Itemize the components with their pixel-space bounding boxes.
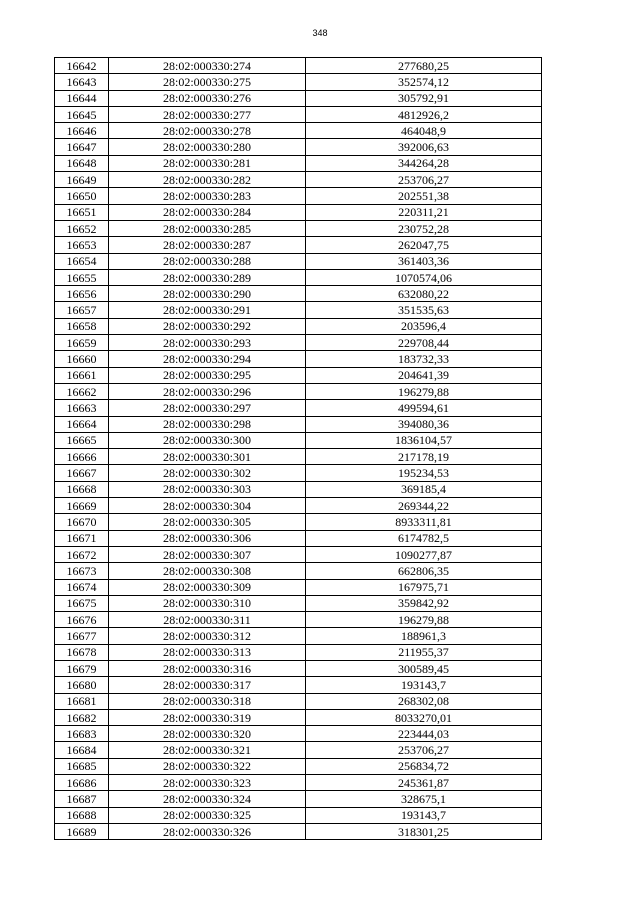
cadastral-number-cell: 28:02:000330:310 [109,595,306,611]
row-number-cell: 16671 [55,530,109,546]
cadastral-number-cell: 28:02:000330:287 [109,237,306,253]
table-row [55,416,542,432]
table-row [55,139,542,155]
cadastral-number-cell: 28:02:000330:323 [109,775,306,791]
cadastral-number-cell: 28:02:000330:278 [109,123,306,139]
row-number-cell: 16683 [55,726,109,742]
page-number: 348 [312,28,328,38]
row-number-cell: 16647 [55,139,109,155]
cadastral-number-cell: 28:02:000330:291 [109,302,306,318]
cadastral-number-cell: 28:02:000330:289 [109,269,306,285]
table-row [55,514,542,530]
row-number-cell: 16642 [55,58,109,74]
value-cell: 196279,88 [306,383,542,399]
cadastral-number-cell: 28:02:000330:285 [109,220,306,236]
table-row [55,530,542,546]
table-row [55,351,542,367]
cadastral-number-cell: 28:02:000330:325 [109,807,306,823]
row-number-cell: 16688 [55,807,109,823]
cadastral-number-cell: 28:02:000330:321 [109,742,306,758]
row-number-cell: 16686 [55,775,109,791]
value-cell: 351535,63 [306,302,542,318]
value-cell: 1070574,06 [306,269,542,285]
table-row [55,644,542,660]
table-row [55,758,542,774]
table-row [55,204,542,220]
row-number-cell: 16669 [55,498,109,514]
value-cell: 193143,7 [306,677,542,693]
cadastral-number-cell: 28:02:000330:303 [109,481,306,497]
row-number-cell: 16657 [55,302,109,318]
value-cell: 195234,53 [306,465,542,481]
table-body [55,58,542,840]
table-row [55,302,542,318]
row-number-cell: 16685 [55,758,109,774]
value-cell: 1090277,87 [306,546,542,562]
value-cell: 359842,92 [306,595,542,611]
table-row [55,237,542,253]
row-number-cell: 16658 [55,318,109,334]
table-row [55,660,542,676]
table-row [55,595,542,611]
row-number-cell: 16659 [55,335,109,351]
table-row [55,253,542,269]
row-number-cell: 16660 [55,351,109,367]
table-row [55,335,542,351]
row-number-cell: 16673 [55,563,109,579]
cadastral-number-cell: 28:02:000330:317 [109,677,306,693]
row-number-cell: 16674 [55,579,109,595]
table-row [55,367,542,383]
table-row [55,579,542,595]
cadastral-number-cell: 28:02:000330:284 [109,204,306,220]
table-row [55,106,542,122]
cadastral-number-cell: 28:02:000330:274 [109,58,306,74]
cadastral-number-cell: 28:02:000330:281 [109,155,306,171]
value-cell: 300589,45 [306,660,542,676]
value-cell: 277680,25 [306,58,542,74]
cadastral-number-cell: 28:02:000330:293 [109,335,306,351]
cadastral-number-cell: 28:02:000330:318 [109,693,306,709]
row-number-cell: 16675 [55,595,109,611]
cadastral-number-cell: 28:02:000330:326 [109,823,306,839]
cadastral-number-cell: 28:02:000330:288 [109,253,306,269]
value-cell: 203596,4 [306,318,542,334]
row-number-cell: 16664 [55,416,109,432]
table-row [55,465,542,481]
value-cell: 6174782,5 [306,530,542,546]
table-row [55,775,542,791]
row-number-cell: 16654 [55,253,109,269]
table-row [55,383,542,399]
table-row [55,220,542,236]
value-cell: 268302,08 [306,693,542,709]
table-row [55,693,542,709]
cadastral-number-cell: 28:02:000330:320 [109,726,306,742]
row-number-cell: 16681 [55,693,109,709]
value-cell: 167975,71 [306,579,542,595]
value-cell: 204641,39 [306,367,542,383]
table-row [55,400,542,416]
row-number-cell: 16661 [55,367,109,383]
row-number-cell: 16652 [55,220,109,236]
table-row [55,269,542,285]
row-number-cell: 16662 [55,383,109,399]
row-number-cell: 16679 [55,660,109,676]
table-row [55,123,542,139]
cadastral-number-cell: 28:02:000330:282 [109,172,306,188]
cadastral-number-cell: 28:02:000330:292 [109,318,306,334]
value-cell: 229708,44 [306,335,542,351]
row-number-cell: 16643 [55,74,109,90]
value-cell: 632080,22 [306,286,542,302]
value-cell: 262047,75 [306,237,542,253]
row-number-cell: 16689 [55,823,109,839]
row-number-cell: 16667 [55,465,109,481]
value-cell: 394080,36 [306,416,542,432]
row-number-cell: 16656 [55,286,109,302]
row-number-cell: 16676 [55,612,109,628]
table-row [55,612,542,628]
cadastral-number-cell: 28:02:000330:324 [109,791,306,807]
value-cell: 305792,91 [306,90,542,106]
value-cell: 328675,1 [306,791,542,807]
table-row [55,498,542,514]
value-cell: 1836104,57 [306,432,542,448]
value-cell: 464048,9 [306,123,542,139]
cadastral-number-cell: 28:02:000330:277 [109,106,306,122]
value-cell: 193143,7 [306,807,542,823]
cadastral-number-cell: 28:02:000330:309 [109,579,306,595]
value-cell: 188961,3 [306,628,542,644]
table-row [55,546,542,562]
value-cell: 256834,72 [306,758,542,774]
value-cell: 369185,4 [306,481,542,497]
cadastral-number-cell: 28:02:000330:298 [109,416,306,432]
value-cell: 220311,21 [306,204,542,220]
row-number-cell: 16684 [55,742,109,758]
cadastral-number-cell: 28:02:000330:280 [109,139,306,155]
row-number-cell: 16680 [55,677,109,693]
row-number-cell: 16668 [55,481,109,497]
table-row [55,432,542,448]
cadastral-number-cell: 28:02:000330:296 [109,383,306,399]
cadastral-number-cell: 28:02:000330:313 [109,644,306,660]
row-number-cell: 16678 [55,644,109,660]
value-cell: 662806,35 [306,563,542,579]
cadastral-number-cell: 28:02:000330:290 [109,286,306,302]
value-cell: 499594,61 [306,400,542,416]
table-row [55,74,542,90]
table-row [55,709,542,725]
table-row [55,155,542,171]
row-number-cell: 16666 [55,449,109,465]
cadastral-number-cell: 28:02:000330:304 [109,498,306,514]
cadastral-number-cell: 28:02:000330:275 [109,74,306,90]
row-number-cell: 16663 [55,400,109,416]
table-row [55,58,542,74]
table-row [55,286,542,302]
table-row [55,318,542,334]
row-number-cell: 16672 [55,546,109,562]
cadastral-number-cell: 28:02:000330:316 [109,660,306,676]
table-row [55,726,542,742]
cadastral-number-cell: 28:02:000330:297 [109,400,306,416]
cadastral-number-cell: 28:02:000330:305 [109,514,306,530]
row-number-cell: 16682 [55,709,109,725]
table-row [55,449,542,465]
table-row [55,188,542,204]
table-row [55,628,542,644]
cadastral-number-cell: 28:02:000330:300 [109,432,306,448]
value-cell: 217178,19 [306,449,542,465]
table-row [55,677,542,693]
value-cell: 245361,87 [306,775,542,791]
value-cell: 202551,38 [306,188,542,204]
value-cell: 8933311,81 [306,514,542,530]
cadastral-number-cell: 28:02:000330:322 [109,758,306,774]
cadastral-number-cell: 28:02:000330:306 [109,530,306,546]
value-cell: 183732,33 [306,351,542,367]
row-number-cell: 16649 [55,172,109,188]
cadastral-number-cell: 28:02:000330:295 [109,367,306,383]
table-row [55,823,542,839]
table-row [55,791,542,807]
cadastral-number-cell: 28:02:000330:283 [109,188,306,204]
cadastral-number-cell: 28:02:000330:302 [109,465,306,481]
table-row [55,807,542,823]
row-number-cell: 16665 [55,432,109,448]
table-row [55,481,542,497]
cadastral-number-cell: 28:02:000330:294 [109,351,306,367]
value-cell: 392006,63 [306,139,542,155]
value-cell: 230752,28 [306,220,542,236]
table-row [55,90,542,106]
value-cell: 196279,88 [306,612,542,628]
cadastral-number-cell: 28:02:000330:308 [109,563,306,579]
row-number-cell: 16670 [55,514,109,530]
table-row [55,563,542,579]
row-number-cell: 16653 [55,237,109,253]
value-cell: 8033270,01 [306,709,542,725]
cadastral-value-table [54,57,542,840]
row-number-cell: 16655 [55,269,109,285]
value-cell: 253706,27 [306,172,542,188]
row-number-cell: 16687 [55,791,109,807]
row-number-cell: 16651 [55,204,109,220]
value-cell: 361403,36 [306,253,542,269]
row-number-cell: 16648 [55,155,109,171]
row-number-cell: 16646 [55,123,109,139]
value-cell: 269344,22 [306,498,542,514]
table-row [55,742,542,758]
cadastral-number-cell: 28:02:000330:312 [109,628,306,644]
value-cell: 318301,25 [306,823,542,839]
value-cell: 352574,12 [306,74,542,90]
cadastral-number-cell: 28:02:000330:276 [109,90,306,106]
value-cell: 223444,03 [306,726,542,742]
cadastral-number-cell: 28:02:000330:307 [109,546,306,562]
table-row [55,172,542,188]
value-cell: 211955,37 [306,644,542,660]
value-cell: 344264,28 [306,155,542,171]
cadastral-number-cell: 28:02:000330:319 [109,709,306,725]
cadastral-number-cell: 28:02:000330:301 [109,449,306,465]
row-number-cell: 16644 [55,90,109,106]
cadastral-number-cell: 28:02:000330:311 [109,612,306,628]
row-number-cell: 16650 [55,188,109,204]
value-cell: 4812926,2 [306,106,542,122]
row-number-cell: 16645 [55,106,109,122]
value-cell: 253706,27 [306,742,542,758]
row-number-cell: 16677 [55,628,109,644]
